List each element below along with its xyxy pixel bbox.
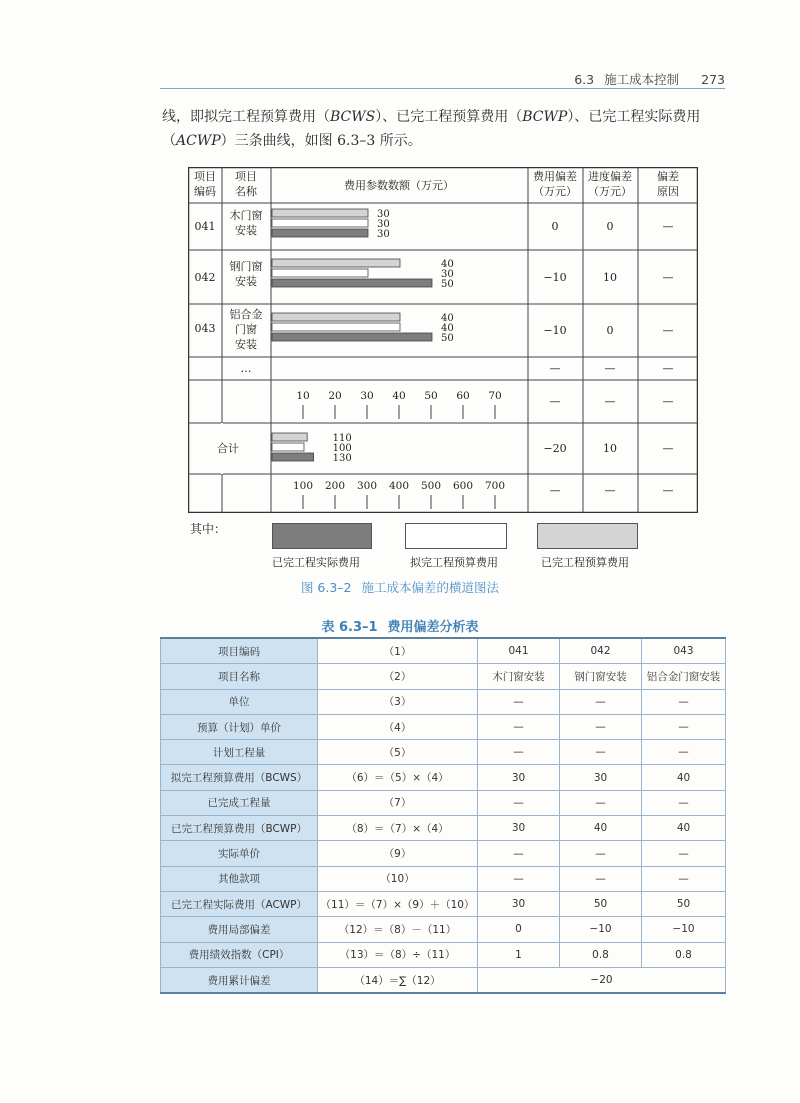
- total-label: 合计: [217, 442, 239, 455]
- row-042-reason: —: [662, 271, 674, 284]
- row-043-cost-dev: −10: [543, 324, 567, 337]
- row-043-name-l3: 安装: [235, 338, 257, 351]
- header-section: 6.3: [574, 72, 595, 87]
- table-cell: 30: [478, 816, 560, 841]
- table-cell: 50: [560, 891, 642, 916]
- table-cell: （6）＝（5）×（4）: [318, 765, 478, 790]
- total-cost-dev: −20: [543, 442, 567, 455]
- row-042-name-l2: 安装: [235, 275, 257, 288]
- bar-actual: [272, 453, 314, 461]
- row-041-code: 041: [194, 220, 216, 233]
- paragraph-line-1: [162, 106, 700, 126]
- bar-planned: [272, 323, 400, 331]
- table-cell: 0.8: [560, 942, 642, 967]
- header-sched-dev-l1: 进度偏差: [588, 170, 632, 183]
- bar-earned: [272, 209, 368, 217]
- scale1-row-cost-dev: —: [549, 395, 561, 408]
- row-041-sched-dev: 0: [606, 220, 614, 233]
- header-cost-dev-l2: （万元）: [533, 185, 577, 198]
- row-042-name-l1: 钢门窗: [229, 260, 263, 273]
- bar-value-label: 110: [332, 433, 352, 444]
- row-header-cell: 已完工程预算费用（BCWP）: [161, 816, 318, 841]
- bar-actual: [272, 229, 368, 237]
- bar-value-label: 40: [441, 313, 454, 324]
- page-number: 273: [701, 72, 725, 87]
- table-cell: —: [642, 841, 726, 866]
- scale-tick-label: 60: [456, 390, 470, 402]
- table-cell: （14）＝∑（12）: [318, 967, 478, 993]
- bar-value-label: 40: [441, 259, 454, 270]
- row-header-cell: 已完工程实际费用（ACWP）: [161, 891, 318, 916]
- table-cell: 30: [560, 765, 642, 790]
- table-row: [161, 942, 726, 967]
- row-041-name-l2: 安装: [235, 224, 257, 237]
- row-header-cell: 已完成工程量: [161, 790, 318, 815]
- term-bcwp: BCWP: [522, 109, 568, 125]
- row-header-cell: 费用绩效指数（CPI）: [161, 942, 318, 967]
- table-cell: —: [642, 740, 726, 765]
- header-params: 费用参数数额（万元）: [344, 179, 454, 192]
- cost-table-body: [161, 638, 726, 993]
- table-cell: —: [478, 790, 560, 815]
- text-run: ）、已完工程预算费用（: [375, 109, 523, 125]
- text-run: （: [162, 133, 176, 149]
- table-cell: 钢门窗安装: [560, 664, 642, 689]
- legend-label-planned: 拟完工程预算费用: [410, 556, 498, 569]
- header-title: 施工成本控制: [604, 72, 680, 87]
- ellipsis-row-sched-dev: —: [604, 362, 616, 375]
- header-code-l2: 编码: [194, 185, 216, 198]
- table-row: [161, 689, 726, 714]
- table-row: [161, 714, 726, 739]
- bar-planned: [272, 269, 368, 277]
- table-row: [161, 917, 726, 942]
- row-header-cell: 费用累计偏差: [161, 967, 318, 993]
- table-cell: （1）: [318, 638, 478, 664]
- row-header-cell: 费用局部偏差: [161, 917, 318, 942]
- legend-swatch-earned: [537, 523, 638, 549]
- table-cell: 木门窗安装: [478, 664, 560, 689]
- bar-planned: [272, 443, 304, 451]
- row-043-reason: —: [662, 324, 674, 337]
- scale-tick-label: 400: [388, 480, 410, 492]
- text-run: 线，即拟完工程预算费用（: [162, 109, 330, 125]
- table-cell: 042: [560, 638, 642, 664]
- header-code-l1: 项目: [194, 170, 216, 183]
- scale-tick-label: 70: [488, 390, 502, 402]
- table-cell: （11）＝（7）×（9）＋（10）: [318, 891, 478, 916]
- row-041-cost-dev: 0: [551, 220, 559, 233]
- row-043-name-l1: 铝合金: [229, 308, 263, 321]
- row-042-cost-dev: −10: [543, 271, 567, 284]
- scale1-row-sched-dev: —: [604, 395, 616, 408]
- bar-earned: [272, 259, 400, 267]
- table-cell: −10: [642, 917, 726, 942]
- bar-value-label: 130: [332, 453, 352, 464]
- scale2-row-reason: —: [662, 484, 674, 497]
- scale-tick-label: 100: [292, 480, 314, 492]
- bar-value-label: 50: [441, 279, 454, 290]
- scale-tick-label: 600: [452, 480, 474, 492]
- term-acwp: ACWP: [176, 133, 221, 149]
- scale-tick-label: 20: [328, 390, 342, 402]
- table-cell: —: [560, 740, 642, 765]
- header-reason-l2: 原因: [657, 185, 679, 198]
- table-cell: —: [560, 714, 642, 739]
- term-bcws: BCWS: [330, 109, 376, 125]
- table-cell: （10）: [318, 866, 478, 891]
- table-cell: —: [560, 841, 642, 866]
- bar-earned: [272, 313, 400, 321]
- row-header-cell: 拟完工程预算费用（BCWS）: [161, 765, 318, 790]
- table-cell: 041: [478, 638, 560, 664]
- table-title-text: 费用偏差分析表: [387, 620, 479, 635]
- row-header-cell: 单位: [161, 689, 318, 714]
- text-run: ）三条曲线，如图 6.3–3 所示。: [220, 133, 422, 149]
- row-header-cell: 计划工程量: [161, 740, 318, 765]
- table-cell: 50: [642, 891, 726, 916]
- row-header-cell: 项目名称: [161, 664, 318, 689]
- bar-chart-svg: [188, 167, 698, 513]
- row-header-cell: 其他款项: [161, 866, 318, 891]
- row-043-name-l2: 门窗: [235, 323, 257, 336]
- table-cell: 40: [642, 765, 726, 790]
- row-header-cell: 实际单价: [161, 841, 318, 866]
- table-cell: 30: [478, 891, 560, 916]
- bar-value-label: 30: [377, 209, 390, 220]
- scale-tick-label: 40: [392, 390, 406, 402]
- table-cell: —: [642, 790, 726, 815]
- figure-number: 图 6.3–2: [300, 580, 352, 595]
- row-header-cell: 预算（计划）单价: [161, 714, 318, 739]
- table-cell: —: [478, 841, 560, 866]
- table-cell: （9）: [318, 841, 478, 866]
- row-043-code: 043: [194, 322, 216, 335]
- table-cell: （5）: [318, 740, 478, 765]
- bar-value-label: 100: [332, 443, 352, 454]
- table-cell: 40: [560, 816, 642, 841]
- table-row: [161, 765, 726, 790]
- header-cost-dev-l1: 费用偏差: [533, 170, 577, 183]
- table-number: 表 6.3–1: [321, 620, 378, 635]
- row-042-code: 042: [194, 271, 216, 284]
- table-cell: 1: [478, 942, 560, 967]
- table-cell: （4）: [318, 714, 478, 739]
- legend-prefix: 其中：: [190, 522, 227, 536]
- table-cell: （8）＝（7）×（4）: [318, 816, 478, 841]
- table-cell: 铝合金门窗安装: [642, 664, 726, 689]
- header-rule: [160, 88, 725, 89]
- row-header-cell: 项目编码: [161, 638, 318, 664]
- table-row: [161, 638, 726, 664]
- table-row: [161, 891, 726, 916]
- table-cell: （13）＝（8）÷（11）: [318, 942, 478, 967]
- scales-layer: [293, 390, 505, 509]
- ellipsis-row-name: …: [240, 362, 252, 375]
- bar-value-label: 30: [441, 269, 454, 280]
- table-row: [161, 841, 726, 866]
- scale-tick-label: 500: [420, 480, 442, 492]
- legend-swatch-planned: [405, 523, 507, 549]
- table-cell: —: [642, 689, 726, 714]
- table-cell: −10: [560, 917, 642, 942]
- bar-actual: [272, 279, 432, 287]
- bar-actual: [272, 333, 432, 341]
- paragraph-line-2: [162, 130, 422, 150]
- table-row: [161, 816, 726, 841]
- ellipsis-row-cost-dev: —: [549, 362, 561, 375]
- table-row: [161, 664, 726, 689]
- table-row: [161, 866, 726, 891]
- table-cell: （7）: [318, 790, 478, 815]
- total-reason: —: [662, 442, 674, 455]
- scale-tick-label: 700: [484, 480, 506, 492]
- header-name-l2: 名称: [235, 185, 257, 198]
- bar-value-label: 50: [441, 333, 454, 344]
- bars-layer: [272, 209, 454, 464]
- row-042-sched-dev: 10: [603, 271, 617, 284]
- bar-earned: [272, 433, 307, 441]
- table-cell: —: [560, 866, 642, 891]
- table-cell: —: [642, 866, 726, 891]
- table-cell: （3）: [318, 689, 478, 714]
- scale2-row-sched-dev: —: [604, 484, 616, 497]
- header-name-l1: 项目: [235, 170, 257, 183]
- scale-tick-label: 50: [424, 390, 438, 402]
- table-row: [161, 790, 726, 815]
- table-cell: —: [560, 790, 642, 815]
- cost-deviation-bar-figure: [188, 167, 698, 513]
- text-run: ）、已完工程实际费用: [567, 109, 701, 125]
- bar-value-label: 30: [377, 219, 390, 230]
- header-sched-dev-l2: （万元）: [588, 185, 632, 198]
- legend-label-earned: 已完工程预算费用: [541, 556, 629, 569]
- scale-tick-label: 200: [324, 480, 346, 492]
- scale-tick-label: 300: [356, 480, 378, 492]
- row-043-sched-dev: 0: [606, 324, 614, 337]
- figure-caption: [0, 578, 800, 596]
- ellipsis-row-reason: —: [662, 362, 674, 375]
- table-cell: 0: [478, 917, 560, 942]
- table-cell: —: [642, 714, 726, 739]
- table-cell: （2）: [318, 664, 478, 689]
- row-041-name-l1: 木门窗: [229, 209, 263, 222]
- table-cell: （12）＝（8）－（11）: [318, 917, 478, 942]
- cost-deviation-table: [160, 637, 726, 994]
- table-cell: —: [478, 714, 560, 739]
- scale1-row-reason: —: [662, 395, 674, 408]
- table-cell: —: [478, 866, 560, 891]
- header-reason-l1: 偏差: [657, 170, 679, 183]
- table-title: [0, 616, 800, 635]
- table-cell: —: [560, 689, 642, 714]
- table-cell: 043: [642, 638, 726, 664]
- bar-value-label: 30: [377, 229, 390, 240]
- scale-tick-label: 10: [296, 390, 310, 402]
- legend-swatch-actual: [272, 523, 372, 549]
- table-cell: —: [478, 740, 560, 765]
- table-row: [161, 740, 726, 765]
- total-sched-dev: 10: [603, 442, 617, 455]
- table-cell: —: [478, 689, 560, 714]
- table-row: [161, 967, 726, 993]
- bar-value-label: 40: [441, 323, 454, 334]
- table-cell: −20: [478, 967, 726, 993]
- running-header: [564, 70, 725, 88]
- legend-label-actual: 已完工程实际费用: [272, 556, 360, 569]
- bar-planned: [272, 219, 368, 227]
- row-041-reason: —: [662, 220, 674, 233]
- scale2-row-cost-dev: —: [549, 484, 561, 497]
- table-cell: 0.8: [642, 942, 726, 967]
- figure-caption-text: 施工成本偏差的横道图法: [361, 580, 500, 595]
- table-cell: 40: [642, 816, 726, 841]
- scale-tick-label: 30: [360, 390, 374, 402]
- table-cell: 30: [478, 765, 560, 790]
